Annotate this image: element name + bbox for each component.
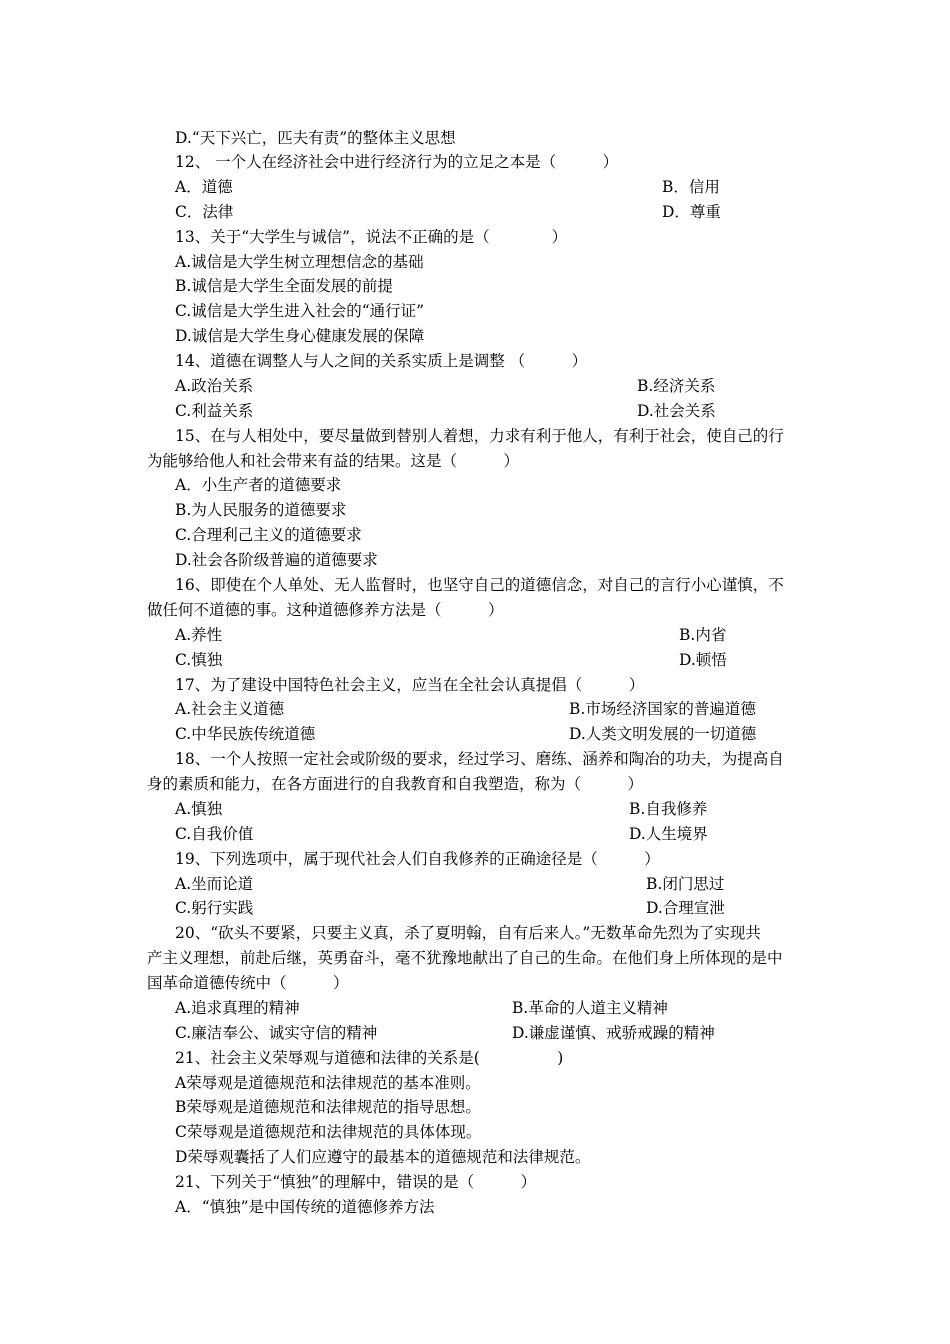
- option-a: A.社会主义道德: [175, 700, 285, 718]
- option-b: B.革命的人道主义精神: [512, 999, 668, 1017]
- question-18: 18、一个人按照一定社会或阶级的要求，经过学习、磨练、涵养和陶冶的功夫，为提高自: [175, 750, 784, 768]
- option-d: D．尊重: [662, 203, 721, 221]
- option-c: C．法律: [175, 203, 234, 221]
- question-20-cont: 产主义理想，前赴后继，英勇奋斗，毫不犹豫地献出了自己的生命。在他们身上所体现的是中: [147, 949, 783, 967]
- option-c: C.合理利己主义的道德要求: [175, 526, 362, 544]
- option-b: B．信用: [662, 178, 720, 196]
- option-a: A.慎独: [175, 800, 223, 818]
- option-d: D荣辱观囊括了人们应遵守的最基本的道德规范和法律规范。: [175, 1148, 591, 1166]
- option-d: D.人生境界: [629, 825, 708, 843]
- question-18-cont: 身的素质和能力，在各方面进行的自我教育和自我塑造，称为（ ）: [147, 775, 644, 793]
- option-c: C荣辱观是道德规范和法律规范的具体体现。: [175, 1123, 482, 1141]
- text-line: D.“天下兴亡，匹夫有责”的整体主义思想: [175, 129, 456, 147]
- option-d: D.顿悟: [679, 651, 727, 669]
- option-a: A．小生产者的道德要求: [175, 476, 342, 494]
- question-15: 15、在与人相处中，要尽量做到替别人着想，力求有利于他人，有利于社会，使自己的行: [175, 427, 784, 445]
- option-c: C.利益关系: [175, 402, 254, 420]
- option-d: D.合理宣泄: [646, 899, 725, 917]
- option-a: A.追求真理的精神: [175, 999, 300, 1017]
- question-17: 17、为了建设中国特色社会主义，应当在全社会认真提倡（ ）: [175, 676, 645, 694]
- question-19: 19、下列选项中，属于现代社会人们自我修养的正确途径是（ ）: [175, 850, 660, 868]
- question-20-cont: 国革命道德传统中（ ）: [147, 974, 349, 992]
- option-c: C.中华民族传统道德: [175, 725, 316, 743]
- option-b: B.经济关系: [637, 377, 716, 395]
- option-b: B.诚信是大学生全面发展的前提: [175, 277, 393, 295]
- option-c: C.自我价值: [175, 825, 254, 843]
- option-a: A.政治关系: [175, 377, 254, 395]
- option-b: B.为人民服务的道德要求: [175, 501, 347, 519]
- option-c: C.慎独: [175, 651, 223, 669]
- question-15-cont: 为能够给他人和社会带来有益的结果。这是（ ）: [147, 452, 520, 470]
- question-12: 12、 一个人在经济社会中进行经济行为的立足之本是（ ）: [175, 153, 619, 171]
- option-b: B.市场经济国家的普遍道德: [569, 700, 756, 718]
- option-a: A.坐而论道: [175, 875, 254, 893]
- option-a: A.诚信是大学生树立理想信念的基础: [175, 253, 424, 271]
- option-a: A．“慎独”是中国传统的道德修养方法: [175, 1198, 435, 1216]
- option-a: A．道德: [175, 178, 233, 196]
- question-20: 20、“砍头不要紧，只要主义真，杀了夏明翰，自有后来人。”无数革命先烈为了实现共: [175, 924, 761, 942]
- option-c: C.廉洁奉公、诚实守信的精神: [175, 1024, 378, 1042]
- option-b: B.闭门思过: [646, 875, 725, 893]
- option-d: D.人类文明发展的一切道德: [569, 725, 757, 743]
- option-c: C.躬行实践: [175, 899, 254, 917]
- option-a: A荣辱观是道德规范和法律规范的基本准则。: [175, 1074, 481, 1092]
- option-b: B.自我修养: [629, 800, 708, 818]
- option-b: B.内省: [679, 626, 727, 644]
- option-c: C.诚信是大学生进入社会的“通行证”: [175, 302, 425, 320]
- option-d: D.诚信是大学生身心健康发展的保障: [175, 327, 425, 345]
- option-b: B荣辱观是道德规范和法律规范的指导思想。: [175, 1098, 481, 1116]
- option-a: A.养性: [175, 626, 223, 644]
- question-16-cont: 做任何不道德的事。这种道德修养方法是（ ）: [147, 601, 504, 619]
- question-14: 14、道德在调整人与人之间的关系实质上是调整 （ ）: [175, 352, 588, 370]
- option-d: D.谦虚谨慎、戒骄戒躁的精神: [512, 1024, 715, 1042]
- question-13: 13、关于“大学生与诚信”，说法不正确的是（ ）: [175, 228, 568, 246]
- question-16: 16、即使在个人单处、无人监督时，也坚守自己的道德信念，对自己的言行小心谨慎，不: [175, 576, 784, 594]
- option-d: D.社会各阶级普遍的道德要求: [175, 551, 378, 569]
- question-21b: 21、下列关于“慎独”的理解中，错误的是（ ）: [175, 1173, 537, 1191]
- question-21: 21、社会主义荣辱观与道德和法律的关系是( ): [175, 1049, 564, 1067]
- option-d: D.社会关系: [637, 402, 716, 420]
